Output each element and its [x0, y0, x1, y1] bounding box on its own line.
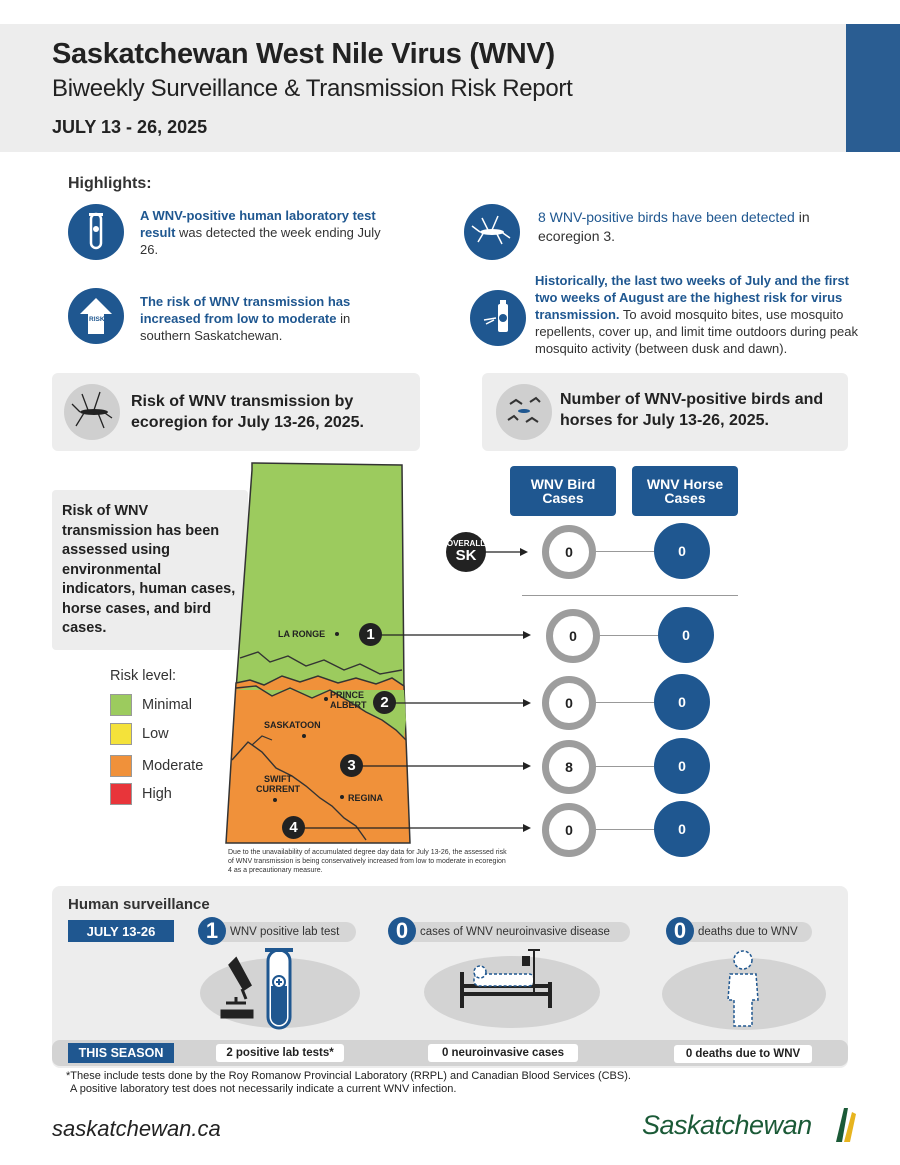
report-title: Saskatchewan West Nile Virus (WNV) [52, 38, 555, 70]
prince-albert-dot [324, 697, 328, 701]
city-prince-albert: PRINCE ALBERT [330, 690, 367, 710]
highlights-heading: Highlights: [68, 175, 152, 192]
season-neuroinvasive: 0 neuroinvasive cases [428, 1044, 578, 1062]
human-surveillance-title: Human surveillance [68, 896, 210, 913]
region-marker-2: 2 [373, 691, 396, 714]
row-connector [598, 635, 658, 636]
region-4-horse-count: 0 [654, 801, 710, 857]
risk-banner-text: Risk of WNV transmission by ecoregion for July 13-26, 2025. [131, 393, 364, 431]
region-marker-3: 3 [340, 754, 363, 777]
region-3-bird-count: 8 [542, 740, 596, 794]
city-saskatoon: SASKATOON [264, 720, 321, 730]
row-connector [594, 702, 654, 703]
overall-sk-badge: OVERALL SK [446, 532, 486, 572]
highlight-birds: 8 WNV-positive birds have been detected in ecoregion 3. [538, 209, 810, 244]
region-1-bird-count: 0 [546, 609, 600, 663]
region-1-area [236, 463, 404, 690]
test-tube-large-icon [262, 946, 296, 1032]
legend-title: Risk level: [110, 668, 177, 684]
region-1-horse-count: 0 [658, 607, 714, 663]
this-season-tag: THIS SEASON [68, 1043, 174, 1063]
footnote: *These include tests done by the Roy Romanow Provincial Laboratory (RRPL) and Canadian Blood Services (CBS). A positive laboratory test does not necessarily indicate a current WNV infection. [66, 1070, 631, 1095]
legend-low: Low [110, 723, 169, 745]
horse-cases-header: WNV Horse Cases [632, 466, 738, 516]
person-icon [718, 948, 768, 1030]
saskatchewan-logo: Saskatchewan [642, 1110, 812, 1140]
legend-high: High [110, 783, 172, 805]
overall-bird-count: 0 [542, 525, 596, 579]
lab-test-label: WNV positive lab test [214, 922, 356, 942]
risk-assessment-note: Risk of WNV transmission has been assessed using environmental indicators, human cases, horse cases, and bird cases. [52, 490, 248, 650]
swift-current-dot [273, 798, 277, 802]
region-3-horse-count: 0 [654, 738, 710, 794]
region-marker-4: 4 [282, 816, 305, 839]
region-4-bird-count: 0 [542, 803, 596, 857]
report-subtitle: Biweekly Surveillance & Transmission Risk Report [52, 75, 573, 102]
season-deaths: 0 deaths due to WNV [674, 1045, 812, 1063]
highlight-risk-increase: The risk of WNV transmission has increased from low to moderate in southern Saskatchewan. [140, 294, 351, 343]
period-tag: JULY 13-26 [68, 920, 174, 942]
city-la-ronge: LA RONGE [278, 629, 326, 639]
website-link[interactable]: saskatchewan.ca [52, 1116, 221, 1141]
saskatoon-dot [302, 734, 306, 738]
regina-dot [340, 795, 344, 799]
deaths-count: 0 [666, 917, 694, 945]
risk-icon-label: RISK [89, 316, 105, 323]
neuroinvasive-label: cases of WNV neuroinvasive disease [404, 922, 630, 942]
neuroinvasive-count: 0 [388, 917, 416, 945]
wheat-logo-icon [832, 1104, 858, 1144]
lab-test-count: 1 [198, 917, 226, 945]
highlight-human-test: A WNV-positive human laboratory test result was detected the week ending July 26. [140, 208, 381, 257]
la-ronge-dot [335, 632, 339, 636]
region-2-bird-count: 0 [542, 676, 596, 730]
city-swift-current: SWIFT CURRENT [256, 774, 300, 794]
legend-minimal: Minimal [110, 694, 192, 716]
highlight-historical-risk: Historically, the last two weeks of July and the first two weeks of August are the highest risk for virus transmission. To avoid mosquito bites, use mosquito repellents, cover up, and limit time outdoors during peak mosquito activity (between dusk and dawn). [535, 273, 859, 356]
map-footnote: Due to the unavailability of accumulated degree day data for July 13-26, the assessed risk of WNV transmission is being conservatively increased from low to moderate in ecoregion 4 as a precautionary measure. [228, 849, 507, 874]
row-connector [594, 551, 654, 552]
region-2-horse-count: 0 [654, 674, 710, 730]
report-date: JULY 13 - 26, 2025 [52, 117, 208, 137]
city-regina: REGINA [348, 793, 384, 803]
row-connector [594, 766, 654, 767]
divider [522, 595, 738, 596]
season-lab-tests: 2 positive lab tests* [216, 1044, 344, 1062]
cases-banner-text: Number of WNV-positive birds and horses for July 13-26, 2025. [560, 391, 824, 429]
legend-moderate: Moderate [110, 755, 203, 777]
row-connector [594, 829, 654, 830]
overall-horse-count: 0 [654, 523, 710, 579]
bird-cases-header: WNV Bird Cases [510, 466, 616, 516]
region-marker-1: 1 [359, 623, 382, 646]
deaths-label: deaths due to WNV [682, 922, 812, 942]
hospital-bed-icon [450, 946, 580, 1016]
